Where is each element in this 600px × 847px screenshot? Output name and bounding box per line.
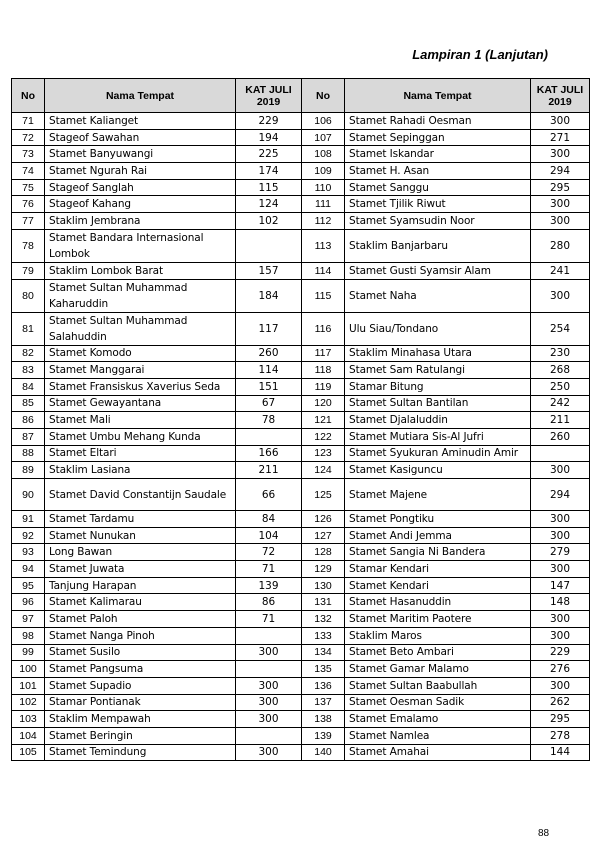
left-kat-cell [236, 428, 302, 445]
left-kat-cell: 151 [236, 378, 302, 395]
header-name-right: Nama Tempat [345, 79, 531, 113]
table-row [12, 511, 590, 528]
right-no-cell: 106 [302, 113, 345, 130]
right-name-cell: Stamet Syukuran Aminudin Amir [345, 445, 531, 462]
right-name-cell: Stamet Naha [345, 279, 531, 312]
table-row [12, 661, 590, 678]
right-kat-cell: 279 [531, 544, 590, 561]
right-no-cell: 126 [302, 511, 345, 528]
right-name-cell: Stamet Oesman Sadik [345, 694, 531, 711]
left-name-cell: Stamet Bandara Internasional Lombok [45, 229, 236, 262]
left-name-cell: Stamet Kalianget [45, 113, 236, 130]
left-kat-cell: 139 [236, 577, 302, 594]
right-no-cell: 134 [302, 644, 345, 661]
left-no-cell: 94 [12, 561, 45, 578]
table-header-row [12, 79, 590, 113]
table-row [12, 146, 590, 163]
right-no-cell: 132 [302, 611, 345, 628]
table-row [12, 262, 590, 279]
left-kat-cell: 166 [236, 445, 302, 462]
left-name-cell: Stamet Eltari [45, 445, 236, 462]
right-kat-cell: 260 [531, 428, 590, 445]
table-row [12, 312, 590, 345]
right-no-cell: 124 [302, 462, 345, 479]
left-kat-cell: 194 [236, 129, 302, 146]
table-row [12, 727, 590, 744]
left-no-cell: 101 [12, 677, 45, 694]
right-no-cell: 138 [302, 711, 345, 728]
right-name-cell: Stamet Amahai [345, 744, 531, 761]
table-row [12, 644, 590, 661]
left-name-cell: Stamet Tardamu [45, 511, 236, 528]
right-kat-cell [531, 445, 590, 462]
left-kat-cell: 260 [236, 345, 302, 362]
right-no-cell: 108 [302, 146, 345, 163]
table-row [12, 561, 590, 578]
right-no-cell: 121 [302, 412, 345, 429]
right-no-cell: 122 [302, 428, 345, 445]
right-name-cell: Staklim Banjarbaru [345, 229, 531, 262]
left-kat-cell: 174 [236, 163, 302, 180]
left-no-cell: 79 [12, 262, 45, 279]
right-no-cell: 133 [302, 627, 345, 644]
left-no-cell: 95 [12, 577, 45, 594]
right-kat-cell: 300 [531, 611, 590, 628]
left-kat-cell [236, 229, 302, 262]
right-kat-cell: 294 [531, 163, 590, 180]
right-name-cell: Stamet Kasiguncu [345, 462, 531, 479]
header-no-left: No [12, 79, 45, 113]
left-kat-cell [236, 661, 302, 678]
page-number: 88 [538, 828, 550, 839]
left-no-cell: 78 [12, 229, 45, 262]
right-kat-cell: 300 [531, 527, 590, 544]
table-row [12, 345, 590, 362]
table-row [12, 378, 590, 395]
table-body [12, 113, 590, 761]
left-kat-cell: 72 [236, 544, 302, 561]
right-name-cell: Stamet Maritim Paotere [345, 611, 531, 628]
left-no-cell: 82 [12, 345, 45, 362]
right-kat-cell: 300 [531, 113, 590, 130]
header-kat-right: KAT JULI 2019 [531, 79, 590, 113]
right-kat-cell: 229 [531, 644, 590, 661]
left-no-cell: 97 [12, 611, 45, 628]
right-name-cell: Stamet Sultan Baabullah [345, 677, 531, 694]
left-no-cell: 99 [12, 644, 45, 661]
left-no-cell: 85 [12, 395, 45, 412]
table-row [12, 412, 590, 429]
left-no-cell: 74 [12, 163, 45, 180]
right-kat-cell: 300 [531, 462, 590, 479]
right-name-cell: Stamet Syamsudin Noor [345, 213, 531, 230]
right-kat-cell: 262 [531, 694, 590, 711]
right-name-cell: Stamet Hasanuddin [345, 594, 531, 611]
table-row [12, 196, 590, 213]
right-kat-cell: 230 [531, 345, 590, 362]
right-kat-cell: 295 [531, 711, 590, 728]
right-kat-cell: 254 [531, 312, 590, 345]
right-no-cell: 123 [302, 445, 345, 462]
right-kat-cell: 300 [531, 677, 590, 694]
right-name-cell: Staklim Maros [345, 627, 531, 644]
table-row [12, 179, 590, 196]
left-name-cell: Stageof Kahang [45, 196, 236, 213]
right-name-cell: Stamet Emalamo [345, 711, 531, 728]
table-row [12, 694, 590, 711]
left-name-cell: Long Bawan [45, 544, 236, 561]
left-kat-cell: 184 [236, 279, 302, 312]
right-no-cell: 118 [302, 362, 345, 379]
left-no-cell: 105 [12, 744, 45, 761]
right-kat-cell: 300 [531, 511, 590, 528]
right-kat-cell: 268 [531, 362, 590, 379]
right-name-cell: Staklim Minahasa Utara [345, 345, 531, 362]
left-no-cell: 76 [12, 196, 45, 213]
left-no-cell: 77 [12, 213, 45, 230]
right-no-cell: 128 [302, 544, 345, 561]
right-name-cell: Stamet Tjilik Riwut [345, 196, 531, 213]
left-kat-cell: 229 [236, 113, 302, 130]
left-kat-cell: 71 [236, 561, 302, 578]
left-name-cell: Stamet Komodo [45, 345, 236, 362]
left-name-cell: Staklim Mempawah [45, 711, 236, 728]
right-kat-cell: 278 [531, 727, 590, 744]
right-no-cell: 135 [302, 661, 345, 678]
table-row [12, 362, 590, 379]
left-name-cell: Stamet Fransiskus Xaverius Seda [45, 378, 236, 395]
left-name-cell: Stamet Sultan Muhammad Salahuddin [45, 312, 236, 345]
right-no-cell: 113 [302, 229, 345, 262]
left-no-cell: 73 [12, 146, 45, 163]
right-no-cell: 115 [302, 279, 345, 312]
left-no-cell: 96 [12, 594, 45, 611]
left-no-cell: 84 [12, 378, 45, 395]
table-row [12, 113, 590, 130]
table-row [12, 229, 590, 262]
right-no-cell: 116 [302, 312, 345, 345]
left-name-cell: Stamet Susilo [45, 644, 236, 661]
left-no-cell: 71 [12, 113, 45, 130]
right-name-cell: Stamet Gusti Syamsir Alam [345, 262, 531, 279]
left-no-cell: 80 [12, 279, 45, 312]
left-name-cell: Stamet Manggarai [45, 362, 236, 379]
right-name-cell: Stamar Kendari [345, 561, 531, 578]
left-name-cell: Stamet Umbu Mehang Kunda [45, 428, 236, 445]
right-kat-cell: 300 [531, 627, 590, 644]
left-kat-cell: 115 [236, 179, 302, 196]
right-no-cell: 112 [302, 213, 345, 230]
right-no-cell: 136 [302, 677, 345, 694]
left-kat-cell: 84 [236, 511, 302, 528]
right-no-cell: 111 [302, 196, 345, 213]
right-name-cell: Stamet Kendari [345, 577, 531, 594]
right-name-cell: Stamet Beto Ambari [345, 644, 531, 661]
right-kat-cell: 148 [531, 594, 590, 611]
left-kat-cell: 104 [236, 527, 302, 544]
right-kat-cell: 147 [531, 577, 590, 594]
right-name-cell: Stamet Sam Ratulangi [345, 362, 531, 379]
table-row [12, 445, 590, 462]
right-kat-cell: 300 [531, 561, 590, 578]
left-no-cell: 87 [12, 428, 45, 445]
right-kat-cell: 242 [531, 395, 590, 412]
table-row [12, 627, 590, 644]
left-name-cell: Stamet Mali [45, 412, 236, 429]
right-no-cell: 131 [302, 594, 345, 611]
left-no-cell: 72 [12, 129, 45, 146]
right-name-cell: Stamet Sepinggan [345, 129, 531, 146]
table-row [12, 129, 590, 146]
table-row [12, 744, 590, 761]
header-no-right: No [302, 79, 345, 113]
table-row [12, 711, 590, 728]
left-name-cell: Staklim Lasiana [45, 462, 236, 479]
left-name-cell: Stamet Ngurah Rai [45, 163, 236, 180]
right-kat-cell: 271 [531, 129, 590, 146]
right-kat-cell: 276 [531, 661, 590, 678]
table-row [12, 462, 590, 479]
left-name-cell: Tanjung Harapan [45, 577, 236, 594]
right-no-cell: 140 [302, 744, 345, 761]
left-no-cell: 86 [12, 412, 45, 429]
right-no-cell: 125 [302, 479, 345, 511]
left-kat-cell: 67 [236, 395, 302, 412]
left-name-cell: Stamet Nanga Pinoh [45, 627, 236, 644]
left-name-cell: Stamar Pontianak [45, 694, 236, 711]
right-no-cell: 137 [302, 694, 345, 711]
right-name-cell: Stamar Bitung [345, 378, 531, 395]
left-kat-cell: 86 [236, 594, 302, 611]
left-no-cell: 92 [12, 527, 45, 544]
left-name-cell: Staklim Jembrana [45, 213, 236, 230]
left-name-cell: Stamet Paloh [45, 611, 236, 628]
left-kat-cell: 300 [236, 694, 302, 711]
right-no-cell: 117 [302, 345, 345, 362]
left-name-cell: Stamet Pangsuma [45, 661, 236, 678]
left-kat-cell: 300 [236, 711, 302, 728]
left-name-cell: Stamet Nunukan [45, 527, 236, 544]
left-kat-cell: 124 [236, 196, 302, 213]
left-kat-cell: 114 [236, 362, 302, 379]
left-kat-cell: 78 [236, 412, 302, 429]
right-name-cell: Stamet Andi Jemma [345, 527, 531, 544]
appendix-title: Lampiran 1 (Lanjutan) [412, 47, 548, 62]
left-no-cell: 104 [12, 727, 45, 744]
header-kat-left: KAT JULI 2019 [236, 79, 302, 113]
left-kat-cell: 225 [236, 146, 302, 163]
left-no-cell: 90 [12, 479, 45, 511]
left-kat-cell: 102 [236, 213, 302, 230]
left-no-cell: 98 [12, 627, 45, 644]
station-table [11, 78, 590, 761]
right-name-cell: Stamet Djalaluddin [345, 412, 531, 429]
table-row [12, 163, 590, 180]
right-kat-cell: 300 [531, 279, 590, 312]
right-name-cell: Stamet Namlea [345, 727, 531, 744]
left-kat-cell: 117 [236, 312, 302, 345]
left-no-cell: 75 [12, 179, 45, 196]
left-name-cell: Stamet Sultan Muhammad Kaharuddin [45, 279, 236, 312]
right-name-cell: Stamet Rahadi Oesman [345, 113, 531, 130]
left-no-cell: 88 [12, 445, 45, 462]
left-kat-cell: 300 [236, 677, 302, 694]
right-no-cell: 109 [302, 163, 345, 180]
right-kat-cell: 294 [531, 479, 590, 511]
left-kat-cell: 300 [236, 644, 302, 661]
right-name-cell: Stamet Sangia Ni Bandera [345, 544, 531, 561]
left-name-cell: Staklim Lombok Barat [45, 262, 236, 279]
left-name-cell: Stamet Kalimarau [45, 594, 236, 611]
table-row [12, 428, 590, 445]
right-no-cell: 130 [302, 577, 345, 594]
table-row [12, 611, 590, 628]
right-name-cell: Stamet Gamar Malamo [345, 661, 531, 678]
table-row [12, 479, 590, 511]
right-kat-cell: 300 [531, 196, 590, 213]
right-kat-cell: 300 [531, 146, 590, 163]
right-no-cell: 107 [302, 129, 345, 146]
left-no-cell: 100 [12, 661, 45, 678]
left-kat-cell: 211 [236, 462, 302, 479]
left-kat-cell: 157 [236, 262, 302, 279]
table-row [12, 395, 590, 412]
left-kat-cell [236, 627, 302, 644]
right-no-cell: 139 [302, 727, 345, 744]
table-row [12, 677, 590, 694]
left-name-cell: Stamet Beringin [45, 727, 236, 744]
left-no-cell: 83 [12, 362, 45, 379]
left-no-cell: 103 [12, 711, 45, 728]
table-row [12, 279, 590, 312]
right-name-cell: Stamet Sanggu [345, 179, 531, 196]
left-no-cell: 89 [12, 462, 45, 479]
left-no-cell: 91 [12, 511, 45, 528]
right-name-cell: Ulu Siau/Tondano [345, 312, 531, 345]
table-row [12, 544, 590, 561]
left-name-cell: Stamet Juwata [45, 561, 236, 578]
left-no-cell: 102 [12, 694, 45, 711]
right-name-cell: Stamet Mutiara Sis-Al Jufri [345, 428, 531, 445]
right-kat-cell: 144 [531, 744, 590, 761]
right-no-cell: 110 [302, 179, 345, 196]
table-row [12, 213, 590, 230]
right-no-cell: 119 [302, 378, 345, 395]
left-kat-cell: 71 [236, 611, 302, 628]
left-no-cell: 81 [12, 312, 45, 345]
right-name-cell: Stamet Majene [345, 479, 531, 511]
right-kat-cell: 250 [531, 378, 590, 395]
right-kat-cell: 211 [531, 412, 590, 429]
left-kat-cell: 300 [236, 744, 302, 761]
left-no-cell: 93 [12, 544, 45, 561]
right-no-cell: 120 [302, 395, 345, 412]
header-name-left: Nama Tempat [45, 79, 236, 113]
right-no-cell: 129 [302, 561, 345, 578]
right-kat-cell: 280 [531, 229, 590, 262]
table-row [12, 577, 590, 594]
right-name-cell: Stamet Iskandar [345, 146, 531, 163]
left-name-cell: Stamet Supadio [45, 677, 236, 694]
right-name-cell: Stamet Pongtiku [345, 511, 531, 528]
left-name-cell: Stageof Sanglah [45, 179, 236, 196]
right-kat-cell: 241 [531, 262, 590, 279]
left-name-cell: Stamet Banyuwangi [45, 146, 236, 163]
left-kat-cell [236, 727, 302, 744]
right-kat-cell: 295 [531, 179, 590, 196]
right-kat-cell: 300 [531, 213, 590, 230]
left-name-cell: Stamet Temindung [45, 744, 236, 761]
right-no-cell: 127 [302, 527, 345, 544]
right-no-cell: 114 [302, 262, 345, 279]
right-name-cell: Stamet Sultan Bantilan [345, 395, 531, 412]
table-row [12, 527, 590, 544]
left-kat-cell: 66 [236, 479, 302, 511]
left-name-cell: Stamet Gewayantana [45, 395, 236, 412]
left-name-cell: Stamet David Constantijn Saudale [45, 479, 236, 511]
left-name-cell: Stageof Sawahan [45, 129, 236, 146]
right-name-cell: Stamet H. Asan [345, 163, 531, 180]
table-row [12, 594, 590, 611]
